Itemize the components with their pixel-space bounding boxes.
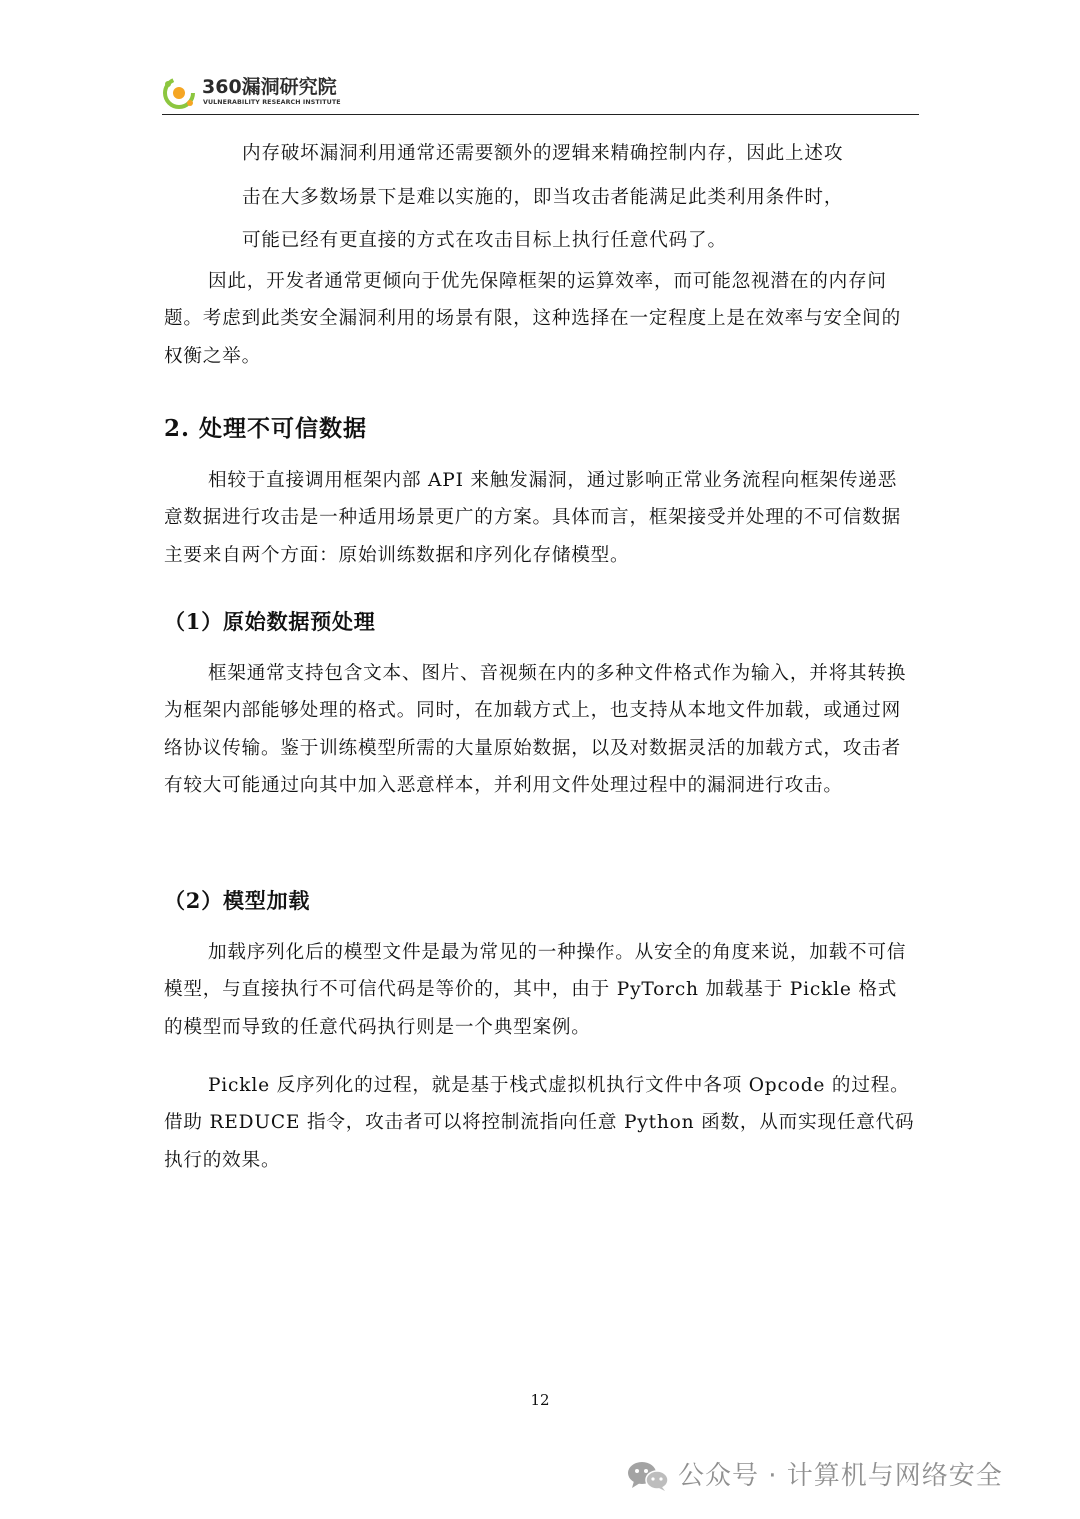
watermark-text: 公众号 · 计算机与网络安全 [678, 1461, 1003, 1491]
paragraph-model-loading: 加载序列化后的模型文件是最为常见的一种操作。从安全的角度来说，加载不可信模型，与直接执行不可信代码是等价的，其中，由于 PyTorch 加载基于 Pickle 格式的模型而导致的任意代码执行则是一个典型案例。 [164, 942, 907, 1038]
section-heading: 2. 处理不可信数据 [164, 415, 368, 442]
subsection-heading: （2）模型加载 [164, 888, 311, 913]
quote-line: 内存破坏漏洞利用通常还需要额外的逻辑来精确控制内存，因此上述攻 [242, 143, 844, 164]
page-header [162, 70, 919, 116]
paragraph-raw-data: 框架通常支持包含文本、图片、音视频在内的多种文件格式作为输入，并将其转换为框架内部能够处理的格式。同时，在加载方式上，也支持从本地文件加载，或通过网络协议传输。鉴于训练模型所需的大量原始数据，以及对数据灵活的加载方式，攻击者有较大可能通过向其中加入恶意样本，并利用文件处理过程中的漏洞进行攻击。 [164, 663, 907, 797]
quote-line: 可能已经有更直接的方式在攻击目标上执行任意代码了。 [242, 230, 727, 252]
institute-subtitle: VULNERABILITY RESEARCH INSTITUTE [203, 99, 341, 106]
quoted-block [242, 132, 918, 263]
watermark [626, 1455, 1003, 1497]
paragraph-pickle: Pickle 反序列化的过程，就是基于栈式虚拟机执行文件中各项 Opcode 的过程。借助 REDUCE 指令，攻击者可以将控制流指向任意 Python 函数，从而实现任意代码执行的效果。 [164, 1075, 915, 1171]
subsection-heading: （1）原始数据预处理 [164, 609, 376, 634]
paragraph-tradeoff: 因此，开发者通常更倾向于优先保障框架的运算效率，而可能忽视潜在的内存问题。考虑到此类安全漏洞利用的场景有限，这种选择在一定程度上是在效率与安全间的权衡之举。 [164, 271, 901, 367]
header-divider [162, 114, 919, 115]
page-number: 12 [530, 1391, 550, 1409]
quote-line: 击在大多数场景下是难以实施的，即当攻击者能满足此类利用条件时， [242, 186, 844, 208]
institute-logo-icon [162, 76, 196, 110]
wechat-icon [626, 1460, 670, 1492]
paragraph-untrusted-data: 相较于直接调用框架内部 API 来触发漏洞，通过影响正常业务流程向框架传递恶意数据进行攻击是一种适用场景更广的方案。具体而言，框架接受并处理的不可信数据主要来自两个方面：原始训练数据和序列化存储模型。 [164, 470, 901, 566]
institute-name: 360漏洞研究院 [202, 76, 337, 98]
